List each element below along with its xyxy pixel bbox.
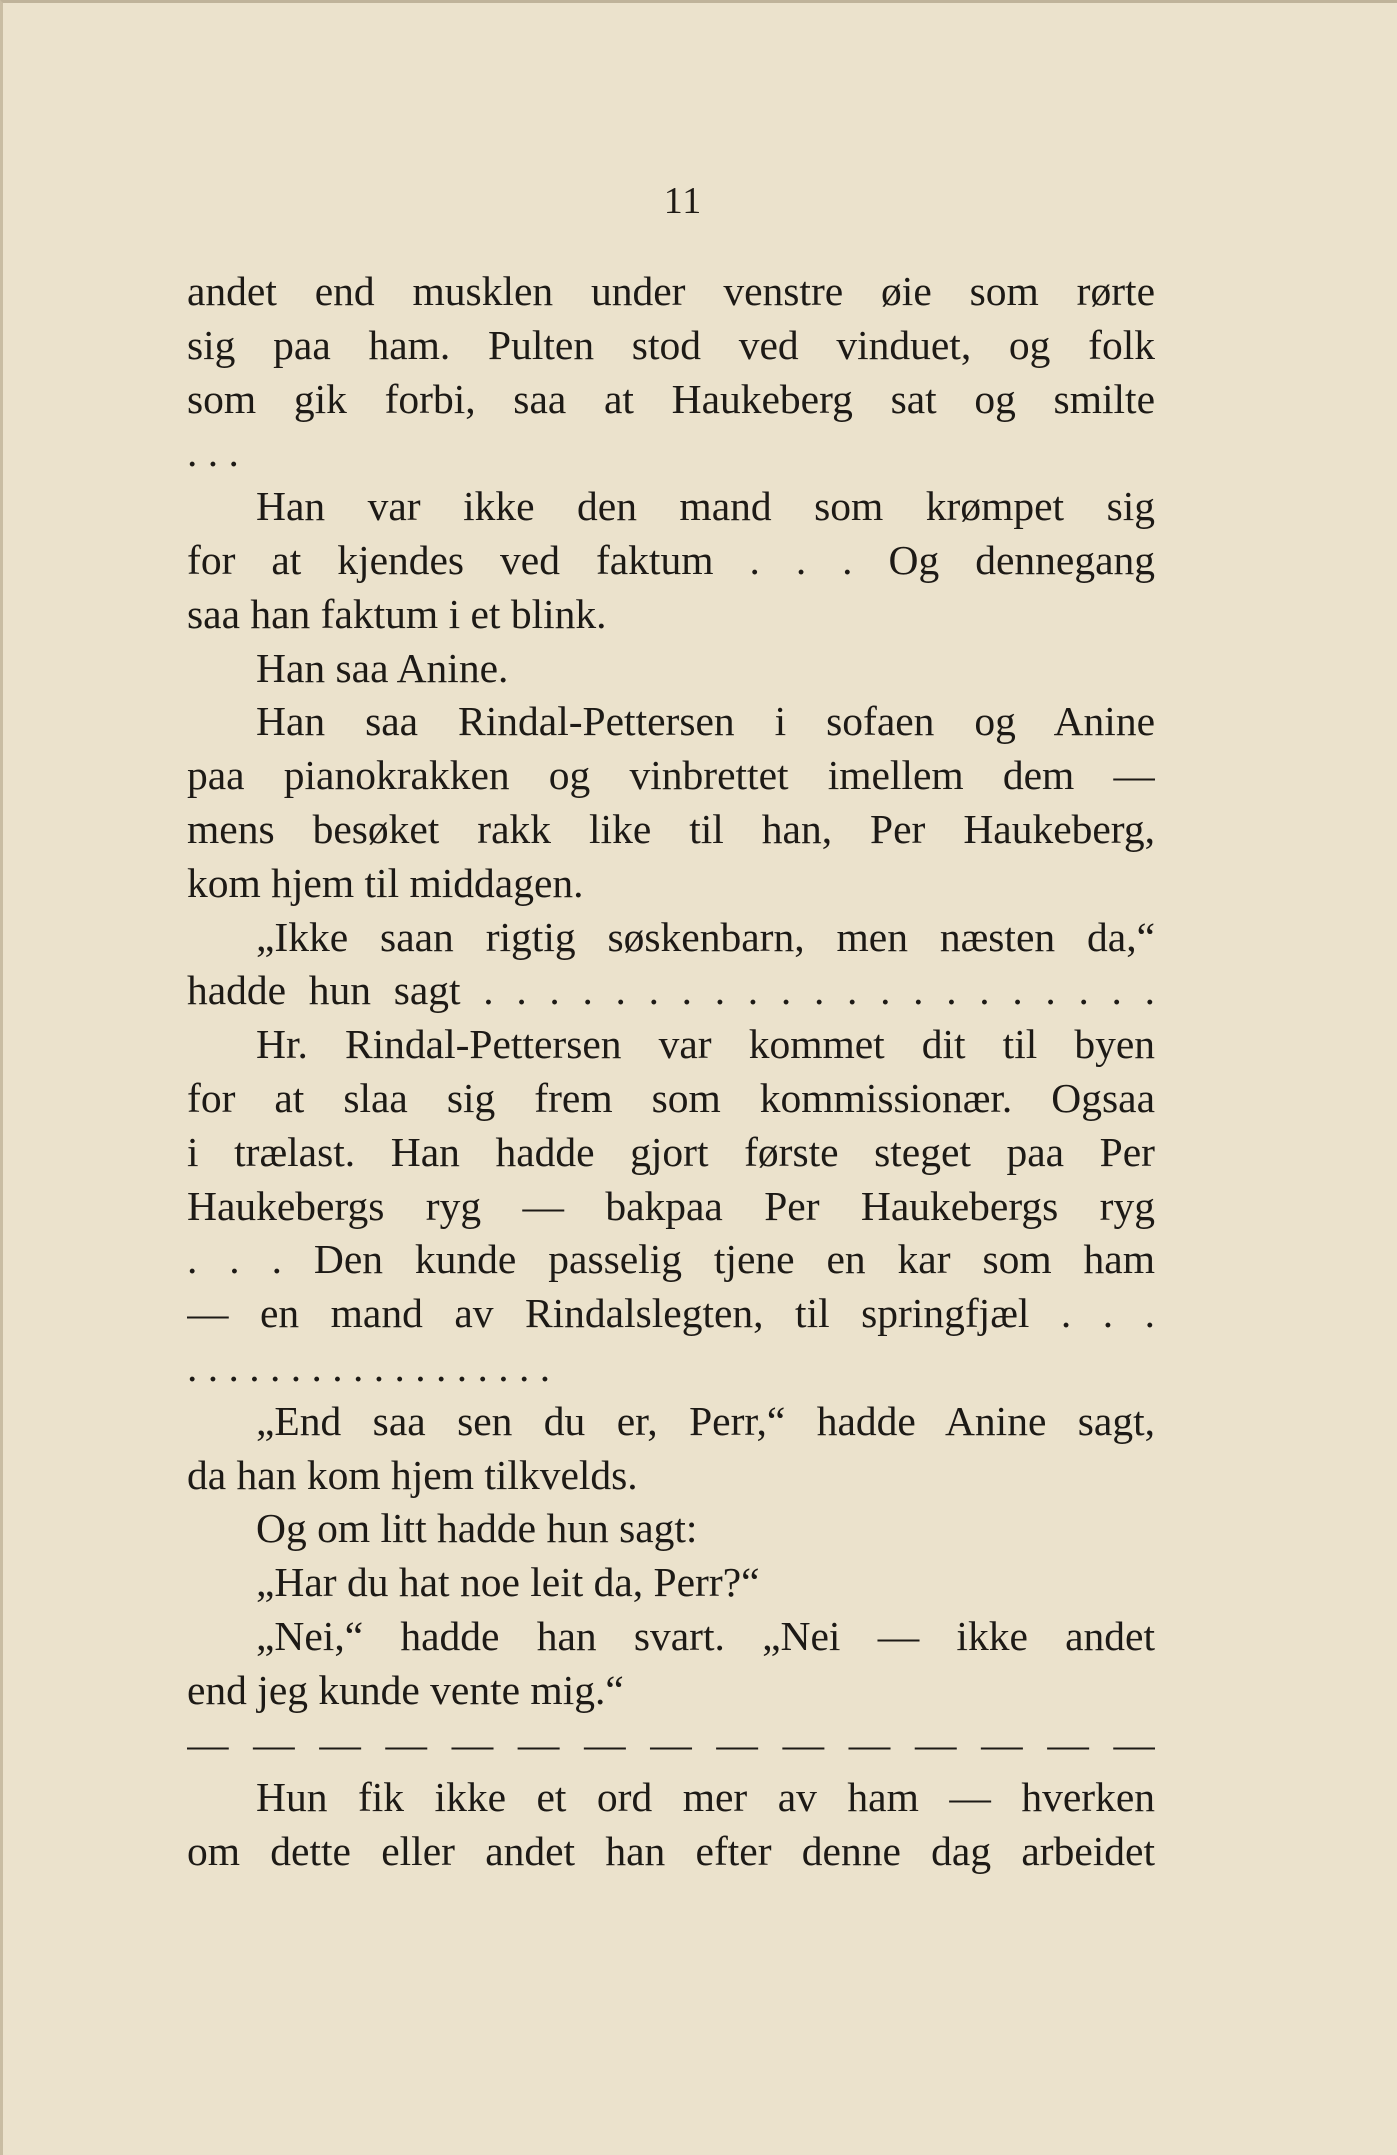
text-line: „Ikke saan rigtig søskenbarn, men næsten da,“ xyxy=(256,913,1155,960)
text-line: hadde hun sagt . . . . . . . . . . . . . . . . . . . . . xyxy=(187,967,1155,1014)
text-line: Hun fik ikke et ord mer av ham — hverken xyxy=(256,1774,1155,1821)
text-line: — — — — — — — — — — — — — — — xyxy=(187,1720,1155,1767)
text-line: end jeg kunde vente mig.“ xyxy=(187,1666,624,1713)
text-line: paa pianokrakken og vinbrettet imellem dem — xyxy=(187,752,1155,799)
text-line: for at slaa sig frem som kommissionær. Ogsaa xyxy=(187,1074,1155,1121)
text-line: „End saa sen du er, Perr,“ hadde Anine sagt, xyxy=(256,1397,1155,1444)
text-line: kom hjem til middagen. xyxy=(187,859,584,906)
text-line: Han var ikke den mand som krømpet sig xyxy=(256,483,1155,530)
body-text xyxy=(187,265,1155,1879)
page-number: 11 xyxy=(663,180,703,222)
text-line: „Har du hat noe leit da, Perr?“ xyxy=(256,1559,760,1606)
text-line: Og om litt hadde hun sagt: xyxy=(256,1505,698,1552)
text-line: Hr. Rindal-Pettersen var kommet dit til byen xyxy=(256,1021,1155,1068)
text-line: i trælast. Han hadde gjort første steget paa Per xyxy=(187,1128,1155,1175)
text-line: . . . . . . . . . . . . . . . . . . xyxy=(187,1343,551,1390)
text-line: . . . Den kunde passelig tjene en kar som ham xyxy=(187,1236,1155,1283)
text-line: som gik forbi, saa at Haukeberg sat og smilte xyxy=(187,375,1155,422)
text-line: sig paa ham. Pulten stod ved vinduet, og folk xyxy=(187,321,1155,368)
text-line: mens besøket rakk like til han, Per Haukeberg, xyxy=(187,805,1155,852)
text-line: Han saa Rindal-Pettersen i sofaen og Anine xyxy=(256,698,1155,745)
text-line: Han saa Anine. xyxy=(256,644,509,691)
text-line: for at kjendes ved faktum . . . Og dennegang xyxy=(187,536,1155,583)
text-line: da han kom hjem tilkvelds. xyxy=(187,1451,638,1498)
text-line: om dette eller andet han efter denne dag arbeidet xyxy=(187,1828,1155,1875)
text-line: Haukebergs ryg — bakpaa Per Haukebergs ryg xyxy=(187,1182,1155,1229)
text-line: . . . xyxy=(187,429,239,476)
text-line: andet end musklen under venstre øie som rørte xyxy=(187,268,1155,314)
text-line: „Nei,“ hadde han svart. „Nei — ikke andet xyxy=(256,1612,1155,1659)
text-line: saa han faktum i et blink. xyxy=(187,590,607,637)
text-line: — en mand av Rindalslegten, til springfjæl . . . xyxy=(187,1290,1155,1337)
